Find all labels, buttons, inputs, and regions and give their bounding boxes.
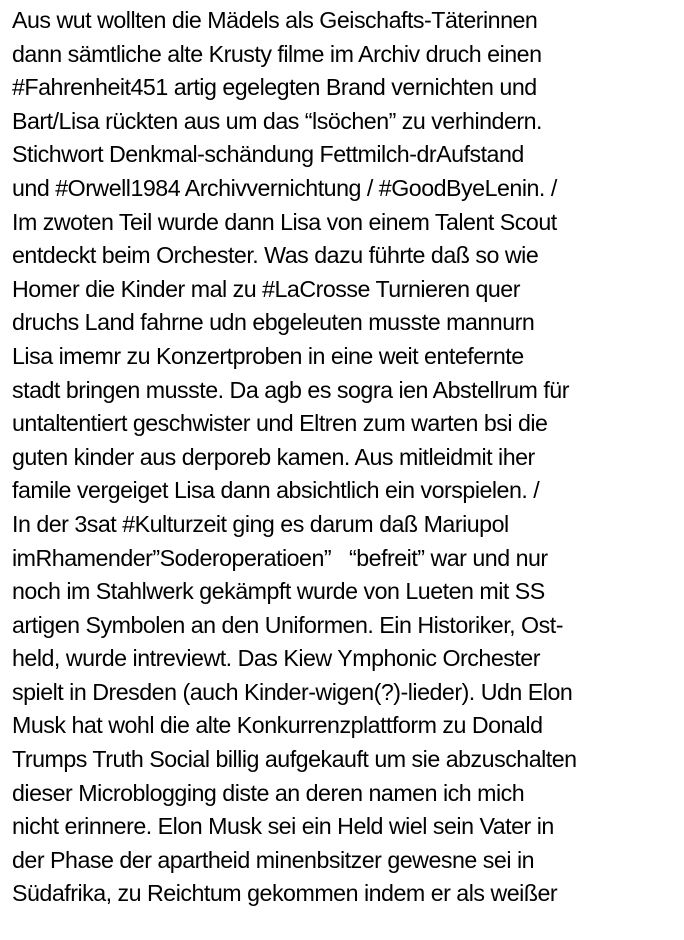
text-line: Homer die Kinder mal zu #LaCrosse Turnieren quer	[12, 275, 520, 302]
text-line: famile vergeiget Lisa dann absichtlich ein vorspielen. /	[12, 477, 540, 504]
text-line: entdeckt beim Orchester. Was dazu führte daß so wie	[12, 242, 539, 269]
text-line: In der 3sat #Kulturzeit ging es darum daß Mariupol	[12, 510, 509, 537]
text-line: dieser Microblogging diste an deren namen ich mich	[12, 779, 525, 806]
text-line: untaltentiert geschwister und Eltren zum warten bsi die	[12, 410, 548, 437]
text-line: #Fahrenheit451 artig egelegten Brand vernichten und	[12, 74, 537, 101]
text-line: spielt in Dresden (auch Kinder-wigen(?)-lieder). Udn Elon	[12, 678, 573, 705]
text-line: artigen Symbolen an den Uniformen. Ein Historiker, Ost-	[12, 611, 563, 638]
text-line: noch im Stahlwerk gekämpft wurde von Lueten mit SS	[12, 578, 545, 605]
text-line: Bart/Lisa rückten aus um das “lsöchen” zu verhindern.	[12, 107, 543, 134]
text-line: guten kinder aus derporeb kamen. Aus mitleidmit iher	[12, 443, 535, 470]
text-line: und #Orwell1984 Archivvernichtung / #GoodByeLenin. /	[12, 174, 557, 201]
text-line: imRhamender”Soderoperatioen” “befreit” war und nur	[12, 544, 548, 571]
text-line: held, wurde intreviewt. Das Kiew Ymphonic Orchester	[12, 645, 540, 672]
text-line: Trumps Truth Social billig aufgekauft um sie abzuschalten	[12, 746, 577, 773]
text-line: Stichwort Denkmal-schändung Fettmilch-drAufstand	[12, 141, 524, 168]
body-text	[12, 4, 682, 911]
text-line: stadt bringen musste. Da agb es sogra ien Abstellrum für	[12, 376, 569, 403]
text-line: Südafrika, zu Reichtum gekommen indem er als weißer	[12, 880, 558, 907]
text-line: Im zwoten Teil wurde dann Lisa von einem Talent Scout	[12, 208, 557, 235]
text-line: nicht erinnere. Elon Musk sei ein Held wiel sein Vater in	[12, 813, 554, 840]
text-line: Aus wut wollten die Mädels als Geischafts-Täterinnen	[12, 7, 538, 33]
text-line: dann sämtliche alte Krusty filme im Archiv druch einen	[12, 40, 542, 67]
text-line: druchs Land fahrne udn ebgeleuten musste mannurn	[12, 309, 535, 336]
text-line: der Phase der apartheid minenbsitzer gewesne sei in	[12, 846, 535, 873]
text-line: Musk hat wohl die alte Konkurrenzplattform zu Donald	[12, 712, 543, 739]
text-line: Lisa imemr zu Konzertproben in eine weit entefernte	[12, 342, 524, 369]
